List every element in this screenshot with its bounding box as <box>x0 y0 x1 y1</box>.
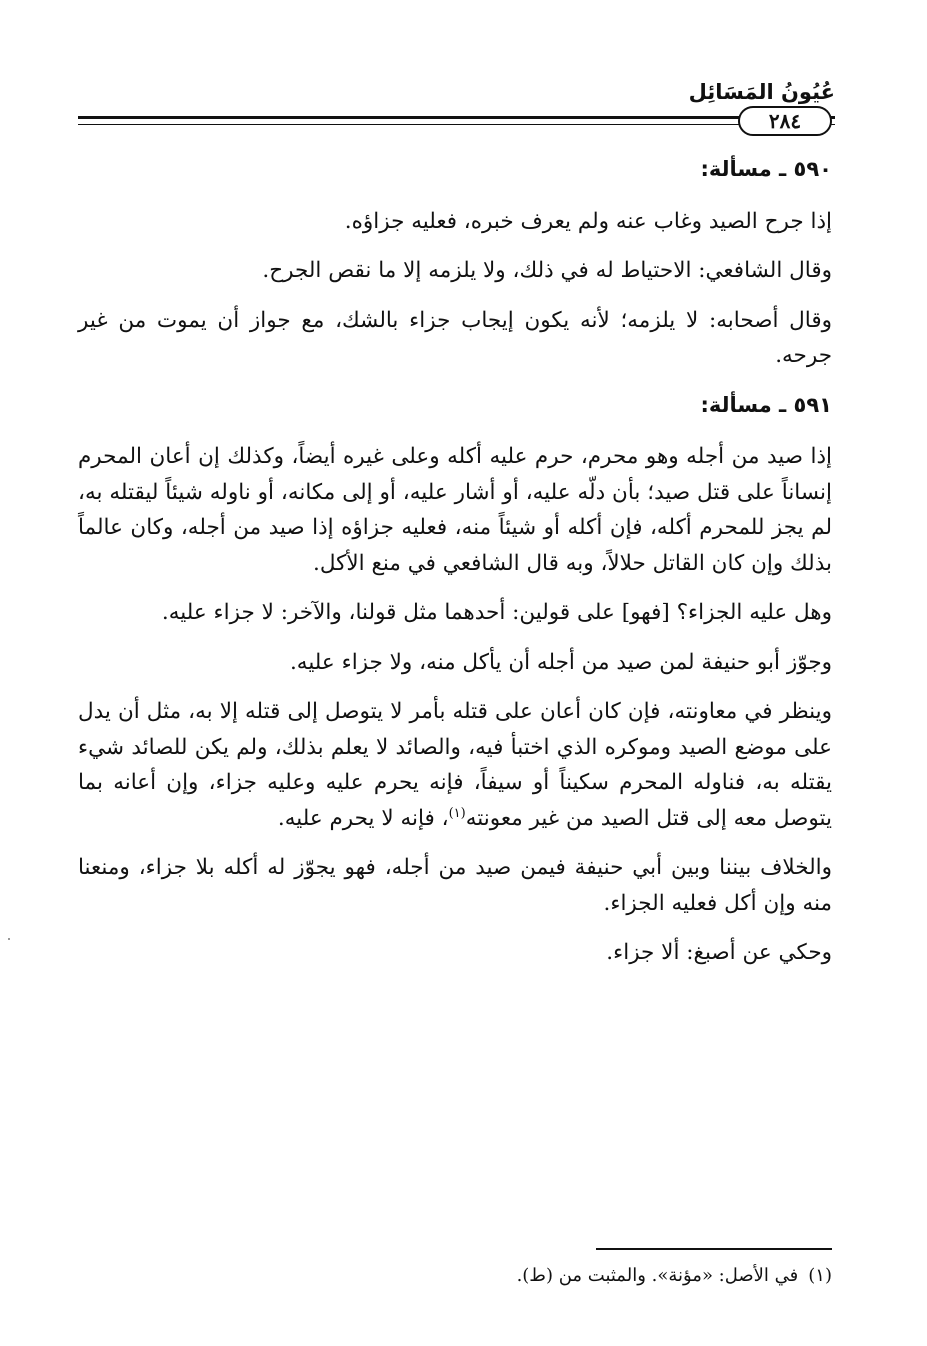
issue-heading: ٥٩٠ ـ مسألة: <box>700 157 832 181</box>
header-rule-thick <box>78 116 835 119</box>
margin-mark <box>8 938 10 940</box>
issue-heading: ٥٩١ ـ مسألة: <box>700 392 832 417</box>
paragraph-text: ، فإنه لا يحرم عليه. <box>277 805 449 831</box>
footnote <box>78 1262 832 1290</box>
footnote-mark[interactable]: (١) <box>448 805 466 821</box>
paragraph-with-footnote <box>78 694 832 836</box>
paragraph: وقال الشافعي: الاحتياط له في ذلك، ولا يلزمه إلا ما نقص الجرح. <box>262 258 832 283</box>
paragraph: وحكي عن أصبغ: ألا جزاء. <box>606 940 832 965</box>
main-text <box>78 152 832 985</box>
page-number: ٢٨٤ <box>738 106 832 136</box>
paragraph: وجوّز أبو حنيفة لمن صيد من أجله أن يأكل منه، ولا جزاء عليه. <box>289 649 832 675</box>
paragraph: والخلاف بيننا وبين أبي حنيفة فيمن صيد من أجله، فهو يجوّز له أكله بلا جزاء، ومنعنا منه وإن أكل فعليه الجزاء. <box>78 855 832 916</box>
header-rule-thin <box>78 124 835 125</box>
paragraph: إذا صيد من أجله وهو محرم، حرم عليه أكله وعلى غيره أيضاً، وكذلك إن أعان المحرم إنساناً على قتل صيد؛ بأن دلّه عليه، أو أشار عليه، أو إلى مكانه، أو ناوله شيئاً ليقتله به، لم يجز للمحرم أكله، فإن أكله أو شيئاً منه، فعليه جزاؤه إذا صيد من أجله، وكان عالماً بذلك وإن كان القاتل حلالاً، وبه قال الشافعي في منع الأكل. <box>78 444 832 576</box>
footnote-separator <box>596 1248 832 1250</box>
book-title: عُيُونُ المَسَائِل <box>688 80 835 104</box>
paragraph: وهل عليه الجزاء؟ [فهو] على قولين: أحدهما مثل قولنا، والآخر: لا جزاء عليه. <box>161 600 832 625</box>
paragraph-text: وينظر في معاونته، فإن كان أعان على قتله بأمر لا يتوصل إلى قتله إلا به، مثل أن يدل على موضع الصيد وموكره الذي اختبأ فيه، والصائد لا يعلم بذلك، ولم يكن للصائد شيء يقتله به، فناوله المحرم سكيناً أو سيفاً، فإنه يحرم عليه وعليه جزاء، وإن أعانه بما يتوصل معه إلى قتل الصيد من غير معونته <box>78 699 832 831</box>
paragraph: وقال أصحابه: لا يلزمه؛ لأنه يكون إيجاب جزاء بالشك، مع جواز أن يموت من غير جرحه. <box>78 307 832 368</box>
footnote-number: (١) <box>808 1265 832 1286</box>
paragraph: إذا جرح الصيد وغاب عنه ولم يعرف خبره، فعليه جزاؤه. <box>344 208 832 234</box>
footnote-text: في الأصل: «مؤنة». والمثبت من (ط). <box>516 1265 799 1286</box>
